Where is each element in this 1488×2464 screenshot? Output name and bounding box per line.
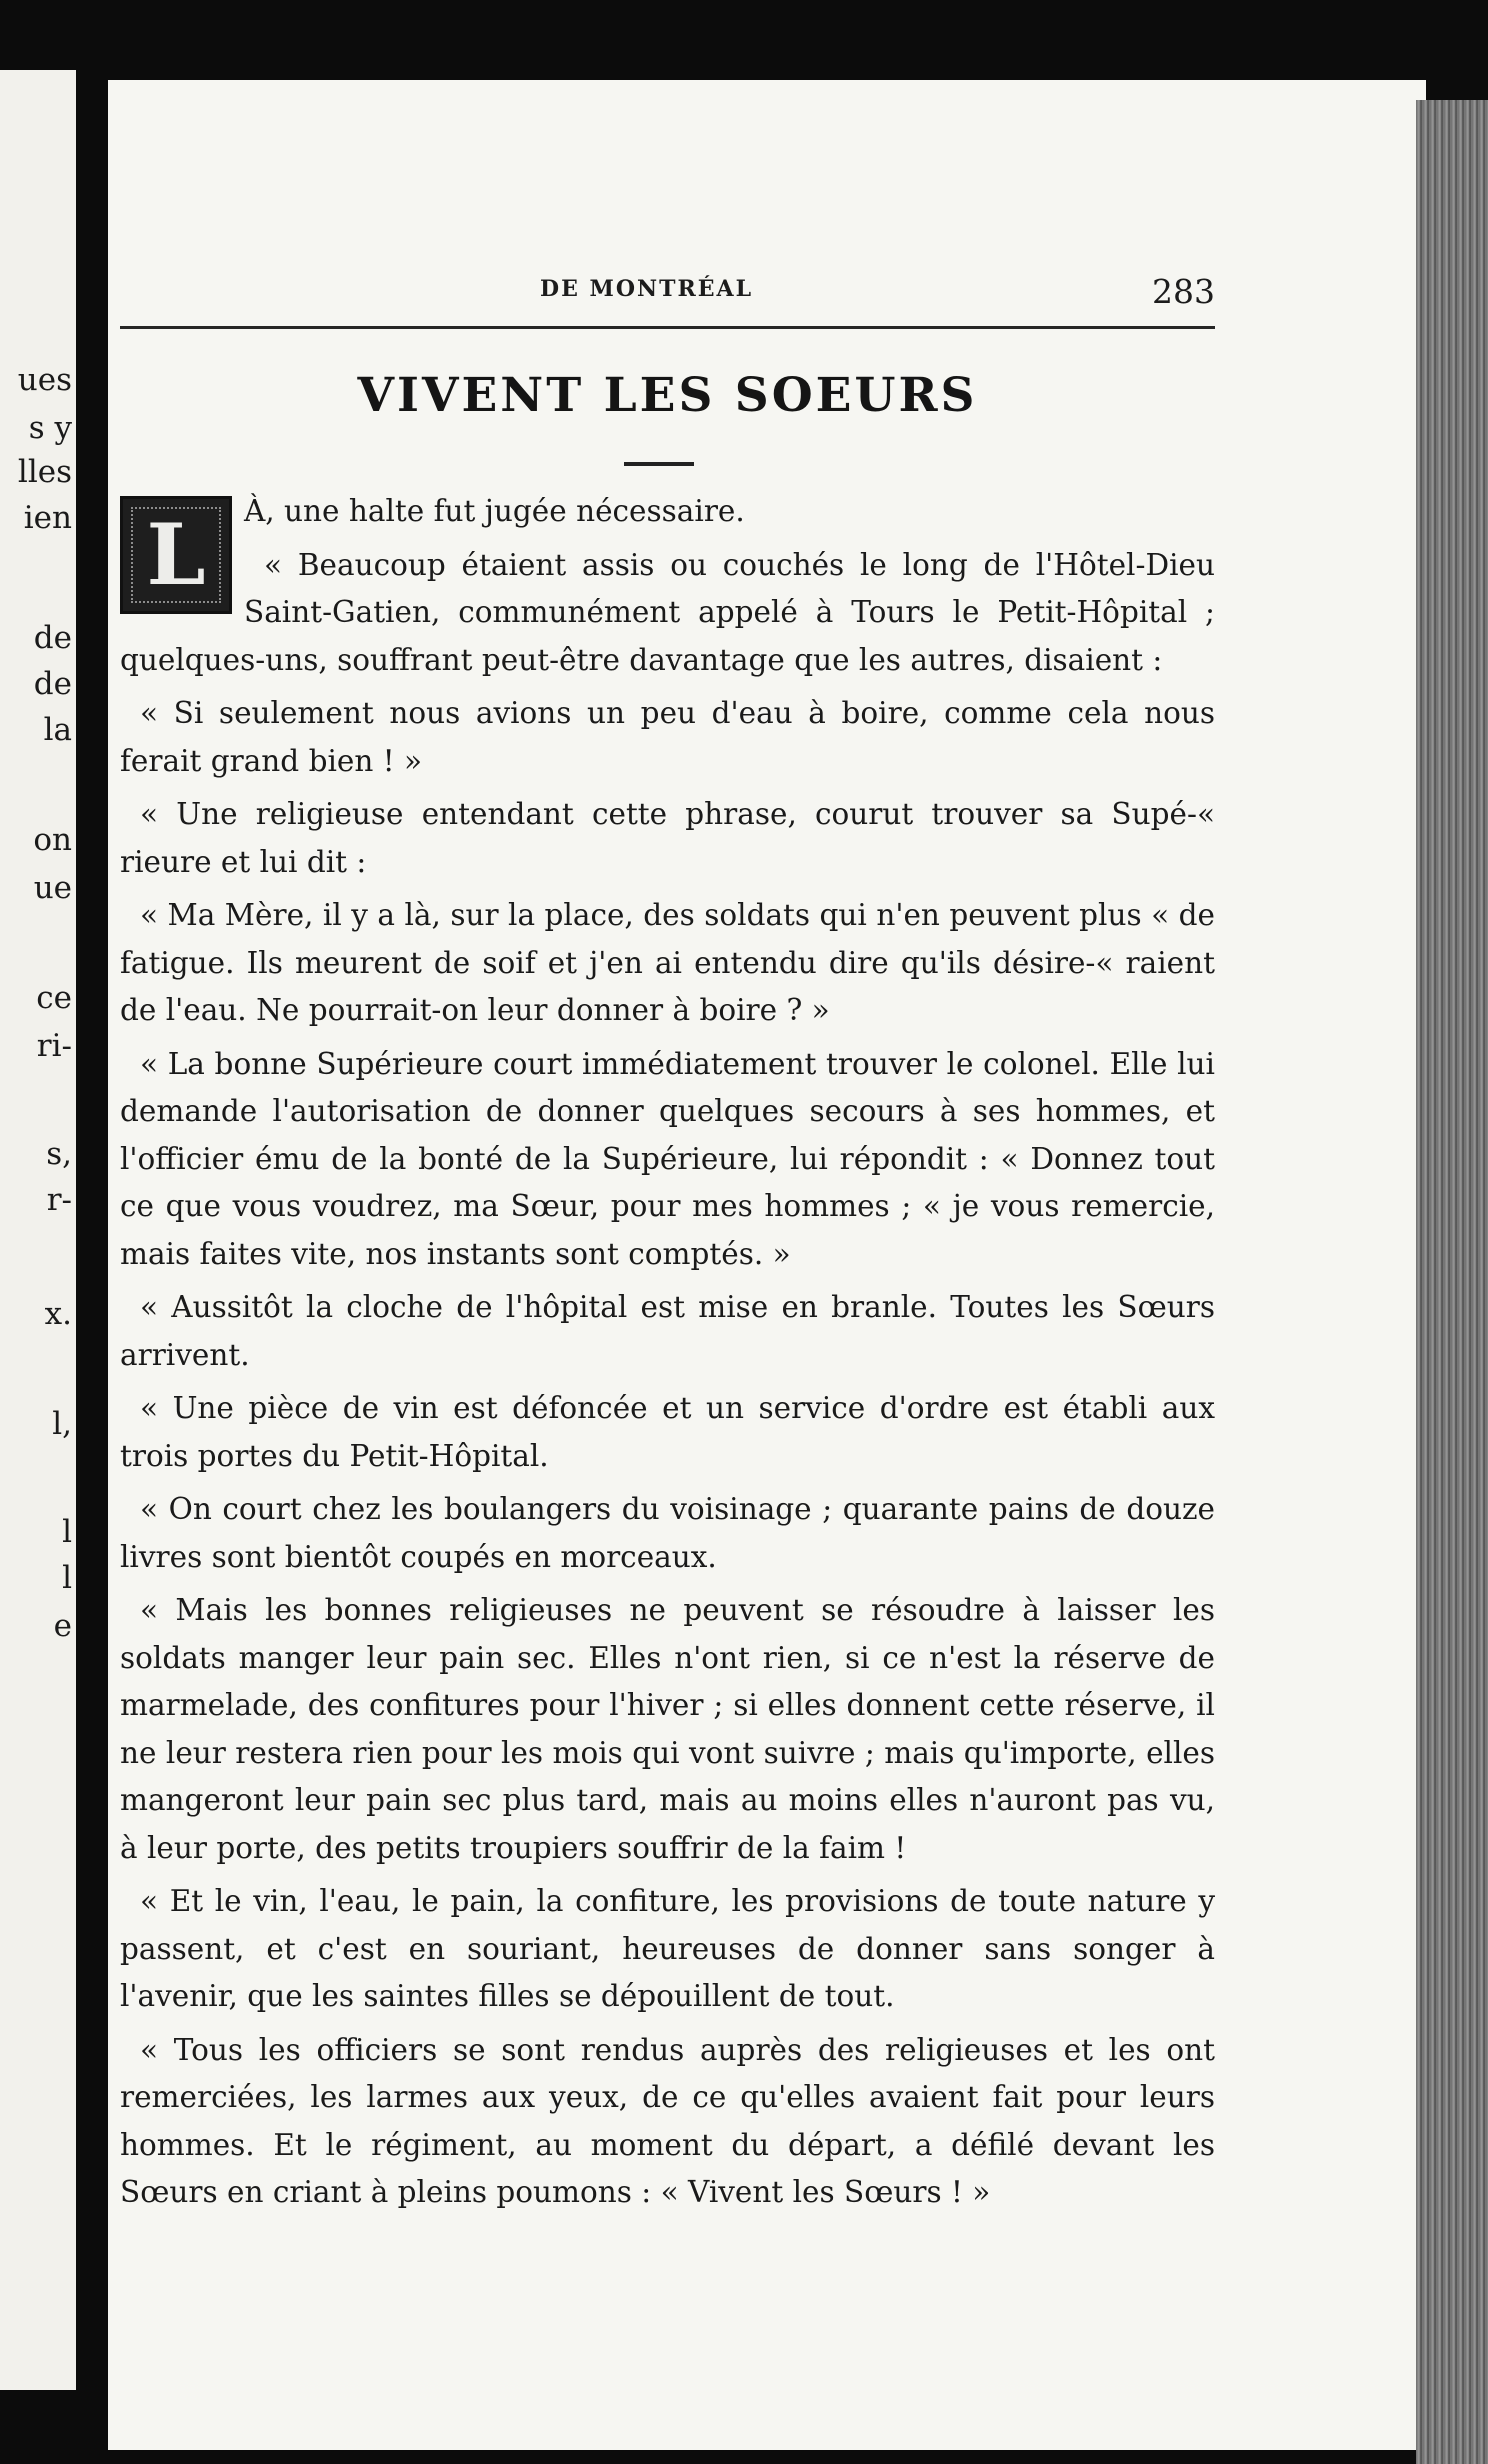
margin-fragment: l (62, 1560, 72, 1596)
margin-fragment: l (62, 1514, 72, 1550)
facing-page-fragment (0, 70, 76, 2390)
margin-fragment: ues (17, 362, 72, 398)
margin-fragment: on (33, 822, 72, 858)
paragraph: « Une pièce de vin est défoncée et un service d'ordre est établi aux trois portes du Petit-Hôpital. (120, 1391, 1215, 1473)
paragraph: « Ma Mère, il y a là, sur la place, des soldats qui n'en peuvent plus « de fatigue. Ils meurent de soif et j'en ai entendu dire qu'ils désire-« raient de l'eau. Ne pourrait-on leur donner à boire ? » (120, 898, 1215, 1027)
paragraph: À, une halte fut jugée nécessaire. (244, 494, 745, 528)
chapter-title: VIVENT LES SOEURS (357, 368, 978, 423)
ornamental-drop-cap (120, 496, 232, 614)
drop-cap-letter: L (146, 505, 206, 604)
margin-fragment: e (53, 1608, 72, 1644)
margin-fragment: ri- (36, 1028, 72, 1064)
paragraph: « Une religieuse entendant cette phrase, courut trouver sa Supé-« rieure et lui dit : (120, 797, 1215, 879)
margin-fragment: x. (44, 1296, 72, 1332)
paragraph: « Aussitôt la cloche de l'hôpital est mise en branle. Toutes les Sœurs arrivent. (120, 1290, 1215, 1372)
running-title: DE MONTRÉAL (540, 276, 754, 302)
page-stack-edges (1416, 100, 1488, 2464)
header-rule (120, 326, 1215, 329)
running-header (120, 272, 1215, 316)
paragraph: « Si seulement nous avions un peu d'eau à boire, comme cela nous ferait grand bien ! » (120, 696, 1215, 778)
chapter-body (120, 488, 1215, 2223)
margin-fragment: s, (46, 1136, 72, 1172)
paragraph: « Mais les bonnes religieuses ne peuvent se résoudre à laisser les soldats manger leur pain sec. Elles n'ont rien, si ce n'est la réserve de marmelade, des confitures pour l'hiver ; si elles donnent cette réserve, il ne leur restera rien pour les mois qui vont suivre ; mais qu'importe, elles mangeront leur pain sec plus tard, mais au moins elles n'auront pas vu, à leur porte, des petits troupiers souffrir de la faim ! (120, 1593, 1215, 1865)
margin-fragment: de (33, 620, 72, 656)
paragraph: « Et le vin, l'eau, le pain, la confiture, les provisions de toute nature y passent, et c'est en souriant, heureuses de donner sans songer à l'avenir, que les saintes filles se dépouillent de tout. (120, 1884, 1215, 2013)
margin-fragment: de (33, 666, 72, 702)
margin-fragment: s y (28, 410, 72, 446)
margin-fragment: ien (23, 500, 72, 536)
paragraph: « La bonne Supérieure court immédiatement trouver le colonel. Elle lui demande l'autorisation de donner quelques secours à ses hommes, et l'officier ému de la bonté de la Supérieure, lui répondit : « Donnez tout ce que vous voudrez, ma Sœur, pour mes hommes ; « je vous remercie, mais faites vite, nos instants sont comptés. » (120, 1046, 1215, 1271)
margin-fragment: la (43, 712, 72, 748)
margin-fragment: ue (33, 870, 72, 906)
title-rule (624, 462, 694, 466)
margin-fragment: l, (52, 1406, 72, 1442)
margin-fragment: lles (17, 454, 72, 490)
page-number: 283 (1152, 272, 1215, 311)
margin-fragment: r- (46, 1182, 72, 1218)
paragraph: « Tous les officiers se sont rendus auprès des religieuses et les ont remerciées, les larmes aux yeux, de ce qu'elles avaient fait pour leurs hommes. Et le régiment, au moment du départ, a défilé devant les Sœurs en criant à pleins poumons : « Vivent les Sœurs ! » (120, 2032, 1215, 2209)
paragraph: « On court chez les boulangers du voisinage ; quarante pains de douze livres sont bientôt coupés en morceaux. (120, 1492, 1215, 1574)
paragraph: « Beaucoup étaient assis ou couchés le long de l'Hôtel-Dieu Saint-Gatien, communément appelé à Tours le Petit-Hôpital ; quelques-uns, souffrant peut-être davantage que les autres, disaient : (120, 547, 1215, 677)
margin-fragment: ce (36, 980, 72, 1016)
